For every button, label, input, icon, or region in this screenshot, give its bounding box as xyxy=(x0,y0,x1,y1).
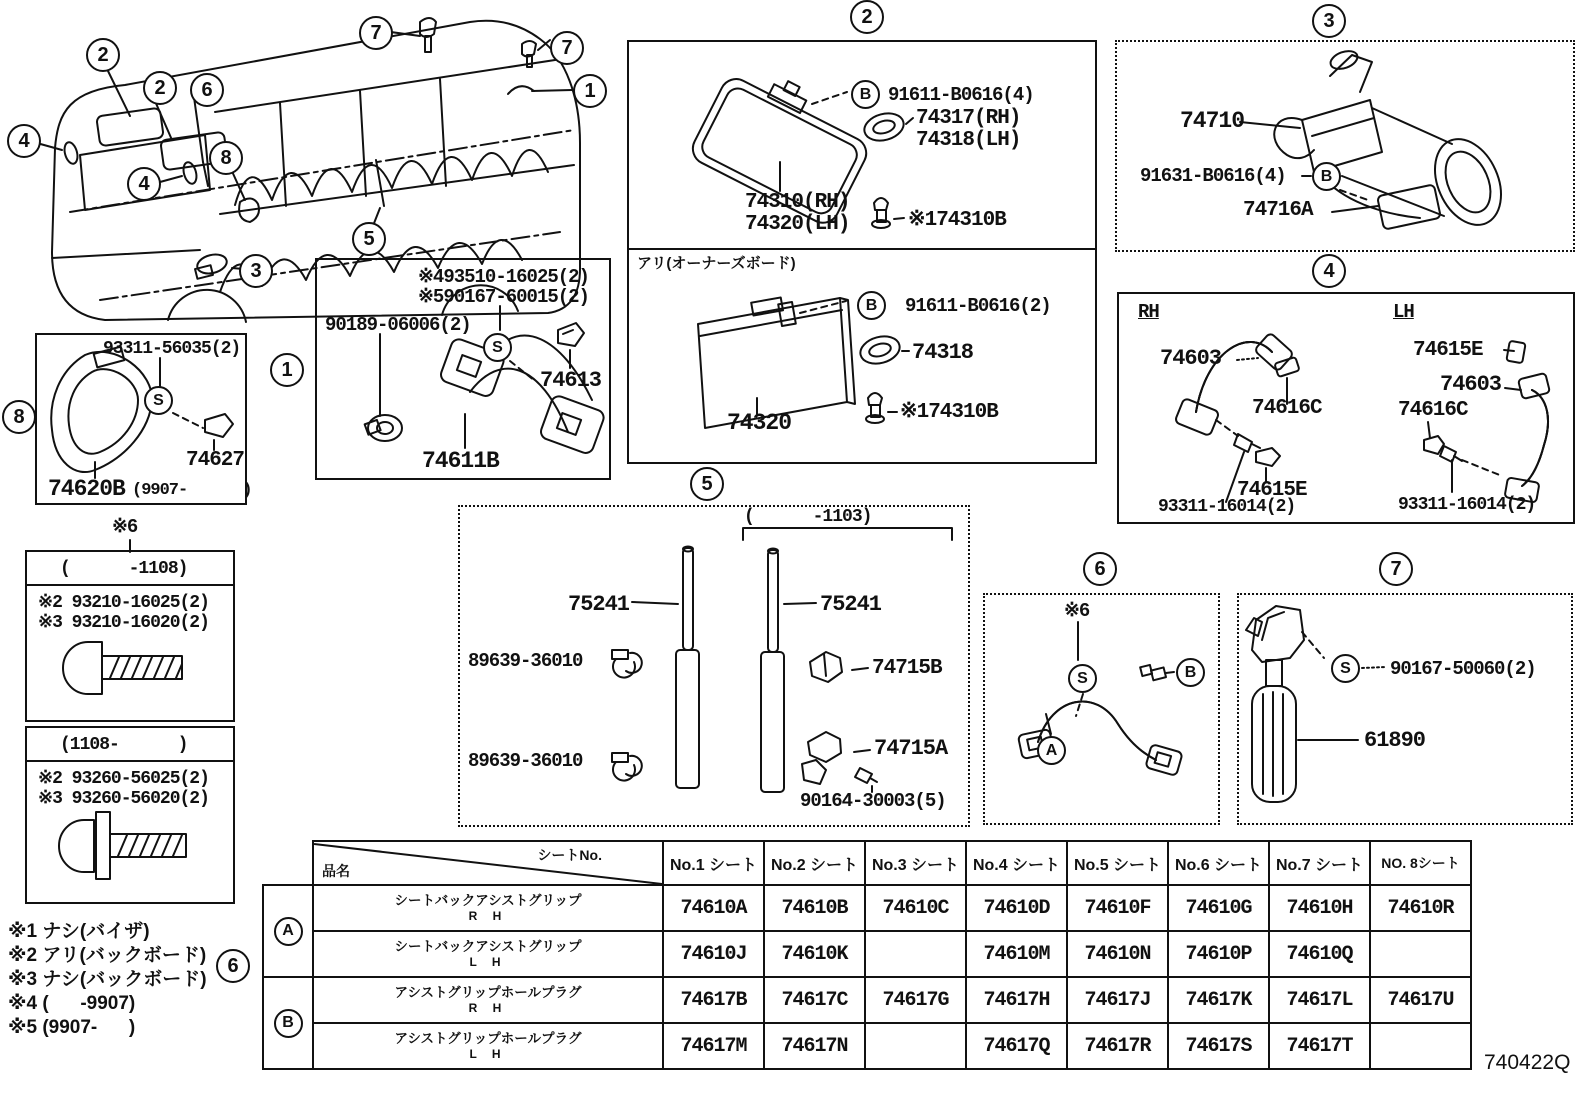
part-number: 93311-16014(2) xyxy=(1398,495,1536,515)
part-number: ※2 93260-56025(2) xyxy=(38,769,209,789)
table-cell: 74610F xyxy=(1066,884,1169,932)
date-range: ( -1103) xyxy=(744,507,872,527)
part-number: 90189-06006(2) xyxy=(325,314,471,336)
date-range: ( -1108) xyxy=(60,559,188,579)
screw1-divider xyxy=(25,584,235,586)
bus-callout-4a: 4 xyxy=(7,124,41,158)
row-name: アシストグリップホールプラグ xyxy=(394,984,582,1000)
s-mark: S xyxy=(1068,664,1097,693)
part-number: ※2 93210-16025(2) xyxy=(38,593,209,613)
date-range: (9907- ) xyxy=(132,481,252,500)
table-cell: 74617C xyxy=(763,976,866,1024)
section3-box xyxy=(1115,40,1575,252)
row-name-cell xyxy=(312,1022,664,1070)
section2-number: 2 xyxy=(850,0,884,34)
table-cell: 74610G xyxy=(1167,884,1270,932)
bus-callout-7a: 7 xyxy=(359,16,393,50)
table-cell: 74617B xyxy=(662,976,765,1024)
side-label-lh: LH xyxy=(1393,301,1414,323)
table-corner-cell xyxy=(312,840,664,886)
table-cell: 74610B xyxy=(763,884,866,932)
row-name: アシストグリップホールプラグ xyxy=(394,1030,582,1046)
bus-callout-3: 3 xyxy=(239,254,273,288)
table-cell: 74610Q xyxy=(1268,930,1371,978)
part-number: 75241 xyxy=(568,592,630,617)
section3-number: 3 xyxy=(1312,4,1346,38)
part-number: 74615E xyxy=(1413,339,1483,362)
table-cell: 74617N xyxy=(763,1022,866,1070)
bus-callout-2b: 2 xyxy=(143,71,177,105)
bus-callout-1: 1 xyxy=(573,74,607,108)
part-number: 74611B xyxy=(422,448,499,474)
part-number: 91611-B0616(2) xyxy=(905,295,1051,317)
footnote: ※5 (9907- ) xyxy=(8,1017,136,1038)
b-mark: B xyxy=(851,80,880,109)
table-cell xyxy=(864,930,967,978)
b-mark: B xyxy=(857,291,886,320)
part-number: 91611-B0616(4) xyxy=(888,84,1034,106)
table-section-ref: 6 xyxy=(216,949,250,983)
table-cell xyxy=(1369,1022,1472,1070)
s-mark: S xyxy=(1331,654,1360,683)
note-ref: ※6 xyxy=(1064,600,1090,622)
section7-box xyxy=(1237,593,1573,825)
a-mark: A xyxy=(274,917,303,946)
part-number: 74710 xyxy=(1180,108,1245,134)
table-cell: 74617Q xyxy=(965,1022,1068,1070)
bus-callout-8: 8 xyxy=(209,141,243,175)
column-header: No.2 シート xyxy=(763,840,866,886)
part-number: ※3 93210-16020(2) xyxy=(38,613,209,633)
part-number: 74715B xyxy=(872,657,942,680)
row-name-cell xyxy=(312,884,664,932)
bus-callout-5: 5 xyxy=(352,222,386,256)
footnote: ※3 ナシ(バックボード) xyxy=(8,969,207,990)
part-number: 74715A xyxy=(874,736,948,761)
b-mark: B xyxy=(1312,162,1341,191)
table-cell: 74617J xyxy=(1066,976,1169,1024)
table-cell xyxy=(864,1022,967,1070)
part-number: 74310(RH) xyxy=(745,191,850,214)
bus-callout-2a: 2 xyxy=(86,38,120,72)
table-cell: 74610P xyxy=(1167,930,1270,978)
b-mark: B xyxy=(274,1009,303,1038)
part-number: ※493510-16025(2) xyxy=(418,266,589,288)
row-side: R H xyxy=(468,909,508,924)
part-number: 89639-36010 xyxy=(468,650,583,672)
corner-label-part-name: 品名 xyxy=(322,863,350,879)
column-header: No.5 シート xyxy=(1066,840,1169,886)
part-number: 90167-50060(2) xyxy=(1390,658,1536,680)
part-number: 93311-16014(2) xyxy=(1158,497,1296,517)
a-mark: A xyxy=(1037,736,1066,765)
page-code: 740422Q xyxy=(1484,1051,1571,1074)
section8-number: 8 xyxy=(2,400,36,434)
part-number: ※174310B xyxy=(900,401,998,424)
table-cell: 74617M xyxy=(662,1022,765,1070)
group-a-cell xyxy=(262,884,314,978)
part-number: 74603 xyxy=(1160,346,1222,371)
part-number: 93311-56035(2) xyxy=(103,339,241,359)
section6-box xyxy=(983,593,1220,825)
bus-callout-4b: 4 xyxy=(127,167,161,201)
section4-number: 4 xyxy=(1312,254,1346,288)
section1-number: 1 xyxy=(270,353,304,387)
corner-label-seat-no: シートNo. xyxy=(537,847,602,863)
row-name: シートバックアシストグリップ xyxy=(394,892,582,908)
group-b-cell xyxy=(262,976,314,1070)
part-number: 89639-36010 xyxy=(468,750,583,772)
table-cell: 74610H xyxy=(1268,884,1371,932)
part-number: 74603 xyxy=(1440,372,1502,397)
footnote: ※1 ナシ(バイザ) xyxy=(8,921,150,942)
section4-box xyxy=(1117,292,1575,524)
table-cell: 74610D xyxy=(965,884,1068,932)
part-number: 74620B xyxy=(48,476,125,502)
part-number: 91631-B0616(4) xyxy=(1140,165,1286,187)
section2-divider xyxy=(627,248,1097,250)
part-number: 74317(RH) xyxy=(916,107,1021,130)
row-side: R H xyxy=(468,1001,508,1016)
table-cell: 74617R xyxy=(1066,1022,1169,1070)
column-header: No.4 シート xyxy=(965,840,1068,886)
row-side: L H xyxy=(469,1047,507,1062)
part-number: ※3 93260-56020(2) xyxy=(38,789,209,809)
table-cell: 74617L xyxy=(1268,976,1371,1024)
part-number: 61890 xyxy=(1364,728,1426,753)
column-header: No.1 シート xyxy=(662,840,765,886)
part-number: 74613 xyxy=(540,368,602,393)
row-name-cell xyxy=(312,930,664,978)
bus-callout-6: 6 xyxy=(190,73,224,107)
part-number: ※174310B xyxy=(908,209,1006,232)
column-header: No.7 シート xyxy=(1268,840,1371,886)
part-number: 74616C xyxy=(1252,397,1322,420)
table-cell: 74617T xyxy=(1268,1022,1371,1070)
column-header: NO. 8シート xyxy=(1369,840,1472,886)
table-cell: 74617G xyxy=(864,976,967,1024)
column-header: No.6 シート xyxy=(1167,840,1270,886)
section7-number: 7 xyxy=(1379,552,1413,586)
table-cell: 74617U xyxy=(1369,976,1472,1024)
section6-number: 6 xyxy=(1083,552,1117,586)
column-header: No.3 シート xyxy=(864,840,967,886)
table-cell: 74610N xyxy=(1066,930,1169,978)
row-name-cell xyxy=(312,976,664,1024)
part-number: 74320(LH) xyxy=(745,213,850,236)
part-number: 74318 xyxy=(912,340,974,365)
table-cell: 74617H xyxy=(965,976,1068,1024)
table-cell: 74610C xyxy=(864,884,967,932)
part-number: 74716A xyxy=(1243,199,1313,222)
row-side: L H xyxy=(469,955,507,970)
bus-callout-7b: 7 xyxy=(550,31,584,65)
side-label-rh: RH xyxy=(1138,301,1159,323)
footnote: ※4 ( -9907) xyxy=(8,993,136,1014)
part-number: 74627 xyxy=(186,449,245,472)
table-cell: 74610K xyxy=(763,930,866,978)
note-ref: ※6 xyxy=(112,516,138,538)
screw2-divider xyxy=(25,760,235,762)
table-cell: 74610A xyxy=(662,884,765,932)
part-number: 74615E xyxy=(1237,479,1307,502)
row-name: シートバックアシストグリップ xyxy=(394,938,582,954)
date-range: (1108- ) xyxy=(60,735,188,755)
b-mark: B xyxy=(1176,658,1205,687)
s-mark: S xyxy=(144,386,173,415)
table-cell: 74617S xyxy=(1167,1022,1270,1070)
variant-header: アリ(オーナーズボード) xyxy=(637,255,796,272)
part-number: 74318(LH) xyxy=(916,129,1021,152)
part-number: ※590167-60015(2) xyxy=(418,286,589,308)
section5-number: 5 xyxy=(690,467,724,501)
part-number: 90164-30003(5) xyxy=(800,790,946,812)
part-number: 75241 xyxy=(820,592,882,617)
s-mark: S xyxy=(483,333,512,362)
footnote: ※2 アリ(バックボード) xyxy=(8,945,207,966)
table-cell: 74617K xyxy=(1167,976,1270,1024)
part-number: 74616C xyxy=(1398,399,1468,422)
table-cell: 74610J xyxy=(662,930,765,978)
table-cell: 74610M xyxy=(965,930,1068,978)
table-cell xyxy=(1369,930,1472,978)
part-number: 74320 xyxy=(727,410,792,436)
table-cell: 74610R xyxy=(1369,884,1472,932)
